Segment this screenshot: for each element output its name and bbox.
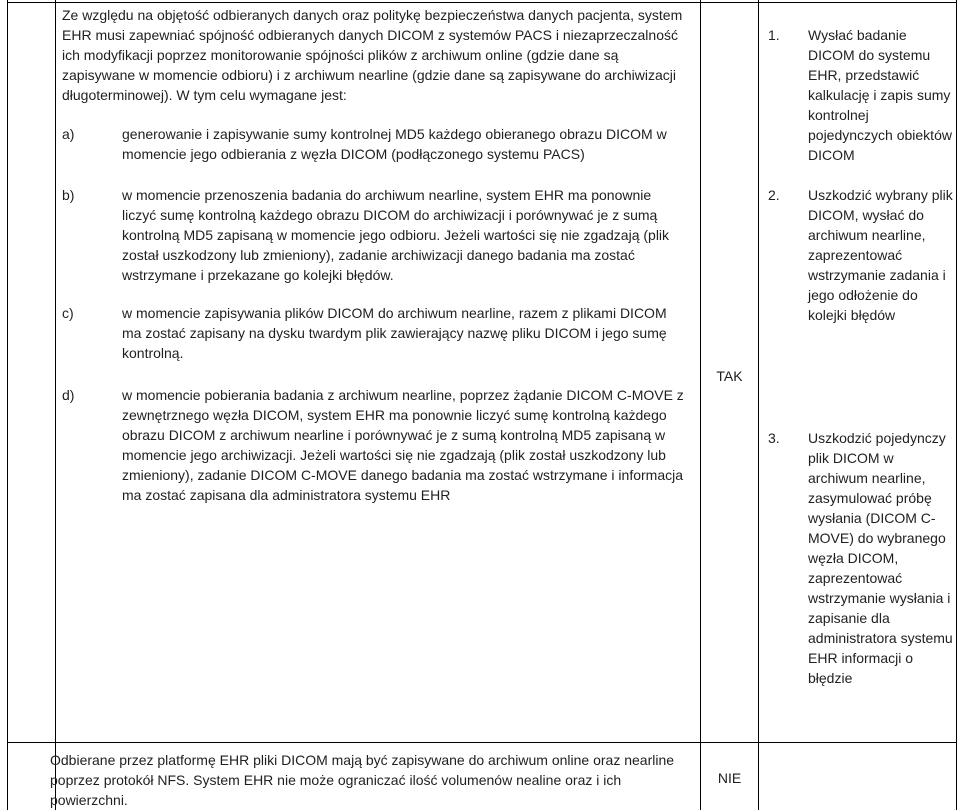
verification-steps <box>768 185 958 325</box>
step-text: Uszkodzić pojedynczy plik DICOM w archiwum nearline, zasymulować próbę wysłania (DICOM C-MOVE) do wybranego węzła DICOM, zaprezentować wstrzymanie wysłania i zapisanie dla administratora systemu EHR informacji o błędzie <box>808 430 953 686</box>
table-border-col2 <box>700 0 701 810</box>
table-row-divider <box>7 742 957 743</box>
list-item-text: w momencie pobierania badania z archiwum nearline, poprzez żądanie DICOM C-MOVE z zewnętrznego węzła DICOM, system EHR ma ponownie liczyć sumę kontrolną każdego obrazu DICOM z archiwum nearline i porównywać je z sumą kontrolną MD5 zapisaną w momencie jego archiwizacji. Jeżeli wartości się nie zgadzają (plik został uszkodzony lub zmieniony), zadanie DICOM C-MOVE danego badania ma zostać wstrzymane i informacja ma zostać zapisana dla administratora systemu EHR <box>122 387 684 503</box>
step-number: 3. <box>768 430 780 446</box>
step-number: 2. <box>768 187 780 203</box>
verification-steps <box>768 25 958 165</box>
step-item <box>768 25 958 165</box>
table-border-top <box>7 2 957 3</box>
list-item-label: d) <box>62 387 75 403</box>
answer-cell: TAK <box>716 368 743 384</box>
list-item-label: c) <box>62 305 74 321</box>
list-item-label: b) <box>62 187 75 203</box>
requirement-intro: Ze względu na objętość odbieranych danych oraz politykę bezpieczeństwa danych pacjenta, system EHR musi zapewniać spójność odbieranych danych DICOM z systemów PACS i niezaprzeczalność ich modyfikacji poprzez monitorowanie spójności plików z archiwum online (gdzie dane są zapisywane w momencie odbioru) i z archiwum nearline (gdzie dane są zapisywane do archiwizacji długoterminowej). W tym celu wymagane jest: <box>62 7 683 103</box>
list-item-label: a) <box>62 126 75 142</box>
table-border-col3 <box>758 0 759 810</box>
verification-steps <box>768 428 958 688</box>
requirement-text: Odbierane przez platformę EHR pliki DICOM mają być zapisywane do archiwum online oraz nearline poprzez protokół NFS. System EHR nie może ograniczać ilość volumenów nealine oraz i ich powierzchni. <box>50 752 675 808</box>
table-border-col1 <box>55 0 56 810</box>
table-border-left <box>7 0 8 810</box>
list-item-text: w momencie zapisywania plików DICOM do archiwum nearline, razem z plikami DICOM ma zostać zapisany na dysku twardym plik zawierający nazwę pliku DICOM i jego sumę kontrolną. <box>122 305 667 361</box>
list-item-text: w momencie przenoszenia badania do archiwum nearline, system EHR ma ponownie liczyć sumę kontrolną każdego obrazu DICOM do archiwizacji i porównywać je z sumą kontrolną MD5 zapisaną w momencie jego odbioru. Jeżeli wartości się nie zgadzają (plik został uszkodzony lub zmieniony), zadanie archiwizacji danego badania ma zostać wstrzymane i przekazane go kolejki błędów. <box>122 187 670 283</box>
step-text: Wysłać badanie DICOM do systemu EHR, przedstawić kalkulację i zapis sumy kontrolnej pojedynczych obiektów DICOM <box>808 27 952 163</box>
list-item-text: generowanie i zapisywanie sumy kontrolnej MD5 każdego obieranego obrazu DICOM w momencie jego odbierania z węzła DICOM (podłączonego systemu PACS) <box>122 126 667 162</box>
step-item <box>768 428 958 688</box>
answer-cell: NIE <box>717 770 742 786</box>
step-number: 1. <box>768 27 780 43</box>
step-item <box>768 185 958 325</box>
step-text: Uszkodzić wybrany plik DICOM, wysłać do archiwum nearline, zaprezentować wstrzymanie zadania i jego odłożenie do kolejki błędów <box>808 187 953 323</box>
